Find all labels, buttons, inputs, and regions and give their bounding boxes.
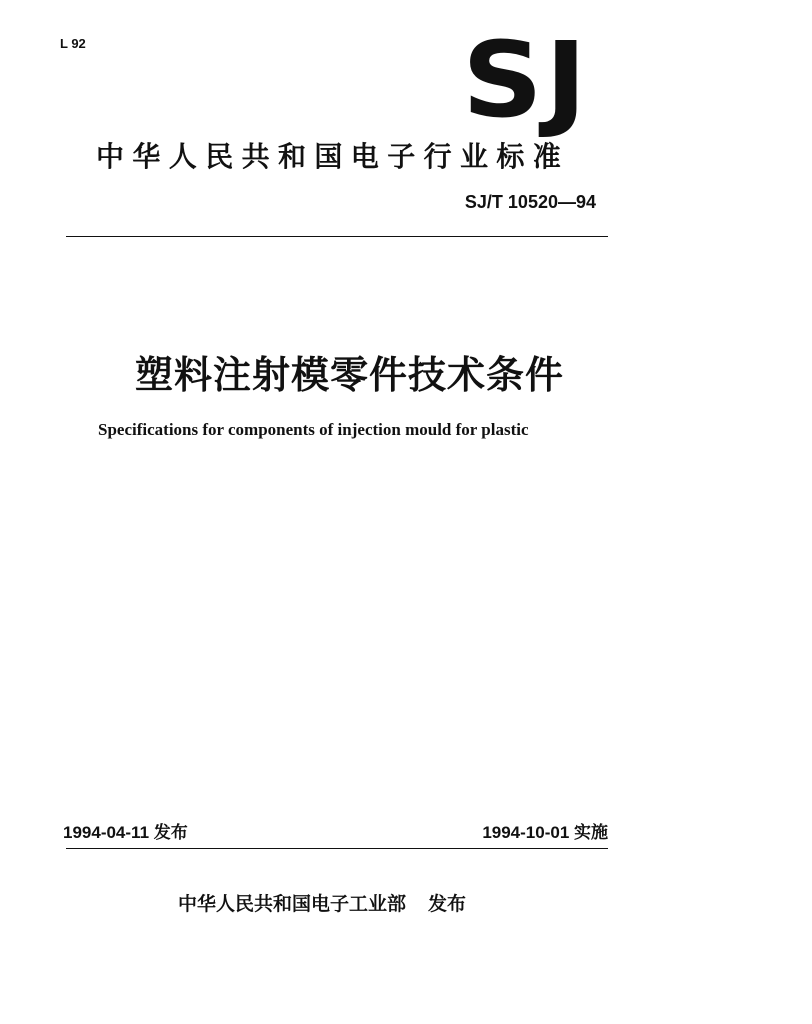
implementation-date: 1994-10-01 实施 [482, 823, 608, 842]
publisher-name: 中华人民共和国电子工业部 [178, 893, 407, 915]
standard-category-title: 中华人民共和国电子行业标准 [96, 140, 570, 173]
publisher-line [178, 889, 466, 916]
classification-code: L 92 [60, 36, 86, 51]
top-divider [66, 236, 608, 237]
issue-date: 1994-04-11 发布 [63, 823, 188, 842]
document-title-chinese: 塑料注射模零件技术条件 [135, 353, 565, 397]
document-title-english: Specifications for components of injection mould for plastic [98, 420, 529, 439]
publish-action: 发布 [428, 893, 467, 915]
sj-logo: SJ [462, 19, 590, 141]
standard-number: SJ/T 10520—94 [464, 192, 596, 212]
bottom-divider [66, 848, 608, 849]
